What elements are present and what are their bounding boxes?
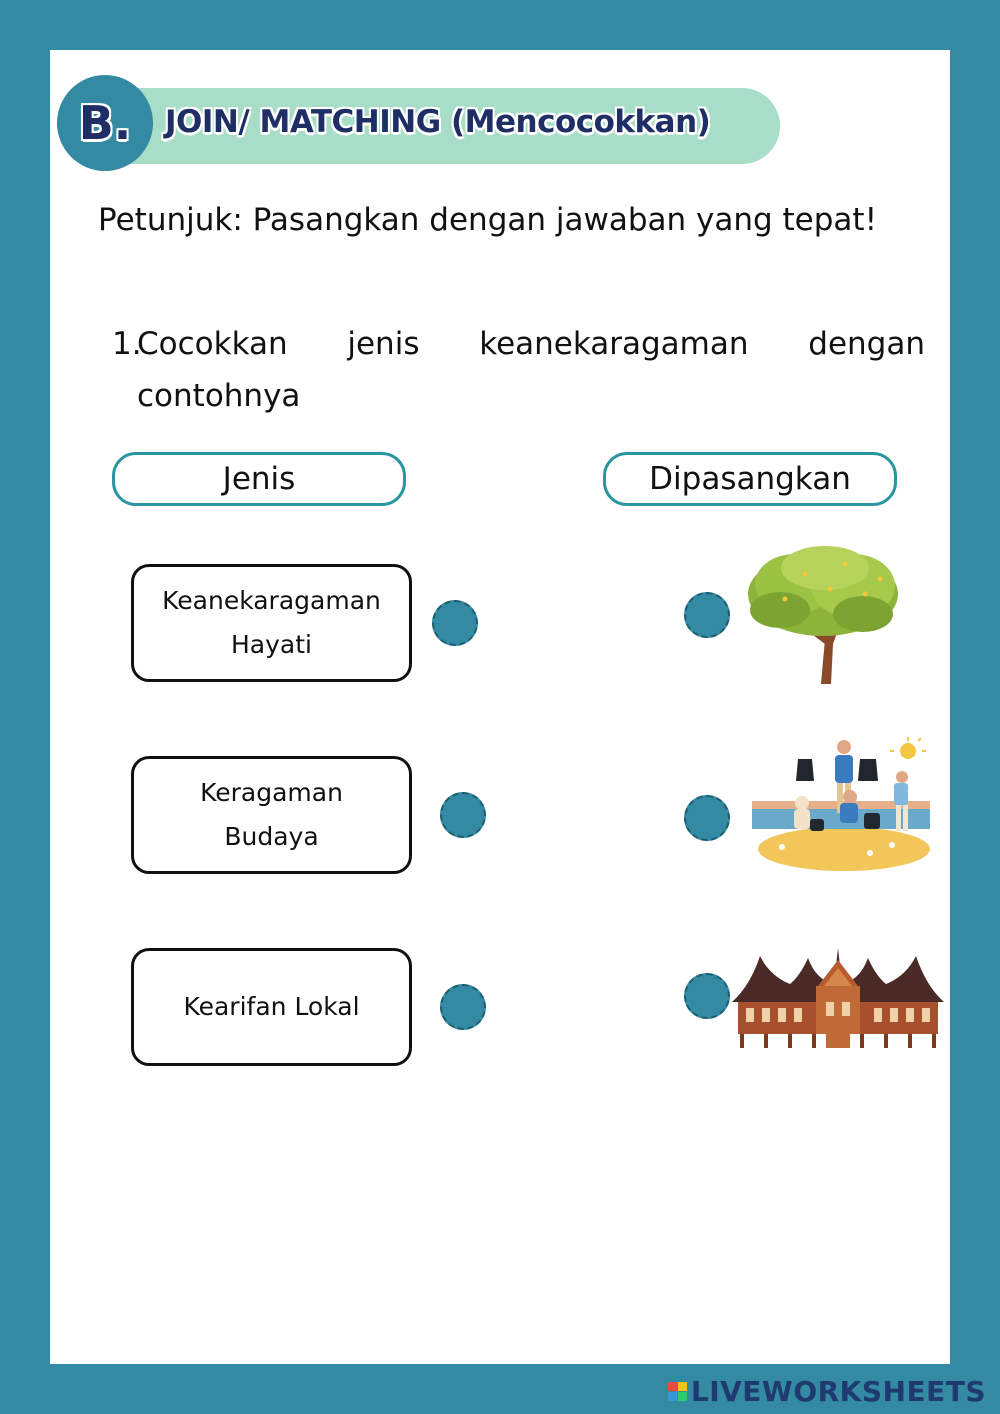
liveworksheets-icon	[668, 1382, 687, 1401]
worksheet-page	[50, 50, 950, 1364]
question-text: Cocokkan jenis keanekaragaman dengan contohnya	[137, 326, 925, 414]
left-item-keragaman-budaya	[131, 756, 412, 874]
left-item-kearifan-lokal	[131, 948, 412, 1066]
left-item-label: Keragaman Budaya	[200, 778, 343, 851]
left-match-dot-1[interactable]	[432, 600, 478, 646]
right-match-dot-3[interactable]	[684, 973, 730, 1019]
section-title: JOIN/ MATCHING (Mencocokkan)	[165, 104, 711, 140]
section-badge-label: B.	[78, 96, 132, 150]
header-jenis: Jenis	[112, 452, 406, 506]
header-dipasangkan: Dipasangkan	[603, 452, 897, 506]
watermark-text: LIVEWORKSHEETS	[690, 1375, 986, 1408]
liveworksheets-logo	[668, 1375, 986, 1408]
instruction-text: Petunjuk: Pasangkan dengan jawaban yang tepat!	[98, 202, 878, 238]
right-match-dot-1[interactable]	[684, 592, 730, 638]
left-item-keanekaragaman-hayati	[131, 564, 412, 682]
left-match-dot-2[interactable]	[440, 792, 486, 838]
section-badge	[57, 75, 153, 171]
left-item-label: Keanekaragaman Hayati	[162, 586, 381, 659]
people-cleaning-beach-icon	[752, 737, 930, 873]
right-match-dot-2[interactable]	[684, 795, 730, 841]
tree-icon	[745, 544, 900, 686]
rumah-gadang-house-icon	[730, 946, 946, 1052]
left-item-label: Kearifan Lokal	[183, 992, 360, 1021]
left-match-dot-3[interactable]	[440, 984, 486, 1030]
question-number: 1.	[112, 326, 142, 362]
